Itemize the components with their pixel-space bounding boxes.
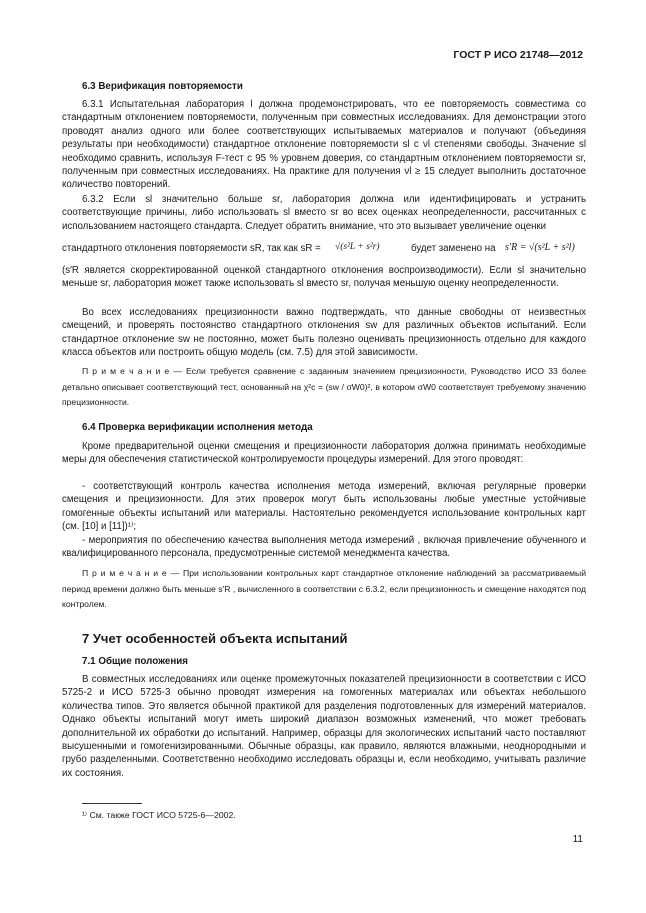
section-6-3-title: 6.3 Верификация повторяемости bbox=[82, 81, 243, 92]
section-7-title: 7 Учет особенностей объекта испытаний bbox=[82, 631, 348, 646]
paragraph-6-3-2-precision: Во всех исследованиях прецизионности важно подтверждать, что данные свободны от неизвестных смещений, и проверять постоянство стандартного отклонения sw для различных объектов испытаний. Если стандартное отклонение sw не постоянно, может быть полезно оценивать прецизионность отдельно для каждого класса объектов или построить общую модель (см. 7.5) для этой зависимости. bbox=[62, 307, 586, 359]
document-header: ГОСТ Р ИСО 21748—2012 bbox=[453, 49, 583, 61]
formula-line bbox=[62, 240, 586, 260]
paragraph-6-4-item2: - мероприятия по обеспечению качества выполнения метода измерений , включая привлечение обученного и квалифицированного персонала, предусмотренные системой менеджмента качества. bbox=[62, 535, 586, 560]
note-6-4: П р и м е ч а н и е — При использовании контрольных карт стандартное отклонение наблюдений за рассматриваемый период времени должно быть меньше s′R , вычисленного в соответствии с 6.3.2, если прецизионность и смещение находятся под контролем. bbox=[62, 568, 586, 609]
formula-sR: √(s²L + s²r) bbox=[335, 242, 380, 252]
footnote-separator bbox=[82, 803, 142, 804]
section-7-1-title: 7.1 Общие положения bbox=[82, 656, 189, 667]
paragraph-7-1: В совместных исследованиях или оценке промежуточных показателей прецизионности в соответствии с ИСО 5725-2 и ИСО 5725-3 обычно проводят измерения на гомогенных материалах или объектах небольшого количества типов. Это является обычной практикой для разделения подготовленных для измерений материалов. Однако объекты испытаний могут иметь широкий диапазон возможных изменений, что может требовать дополнительной их обработки до испытаний. Например, образцы для экологических испытаний часто поставляют высушенными и гомогенизированными. Обычные образцы, как правило, являются влажными, неоднородными и грубо разделенными. Соответственно необходимо исследовать образцы и, если необходимо, учитывать различие их состояния. bbox=[62, 674, 586, 779]
footnote: ¹⁾ См. также ГОСТ ИСО 5725-6—2002. bbox=[82, 810, 236, 820]
paragraph-6-4-intro: Кроме предварительной оценки смещения и прецизионности лаборатория должна принимать необходимые меры для обеспечения статистической контролируемости процедуры измерений. Для этого проводят: bbox=[62, 441, 586, 466]
section-6-4-title: 6.4 Проверка верификации исполнения метода bbox=[82, 422, 313, 433]
formula-s-prime-R: s′R = √(s²L + s²l) bbox=[505, 242, 575, 253]
note-6-3: П р и м е ч а н и е — Если требуется сравнение с заданным значением прецизионности, Руководство ИСО 33 более детально описывает соответствующий тест, основанный на χ²c = (sw / σW0)², в котором σW0 соответствует требуемому значению прецизионности. bbox=[62, 366, 586, 407]
paragraph-6-3-2-cont: (s′R является скорректированной оценкой стандартного отклонения воспроизводимости). Если sl значительно меньше sr, лаборатория может также использовать sl вместо sr, получая меньшую оценку неопределенности. bbox=[62, 265, 586, 290]
paragraph-6-3-2: 6.3.2 Если sl значительно больше sr, лаборатория должна или идентифицировать и устранить соответствующие причины, либо использовать sl вместо sr во всех оценках неопределенности, рассчитанных с использованием настоящего стандарта. Следует обратить внимание, что это вызывает увеличение оценки bbox=[62, 194, 586, 232]
paragraph-6-4-item1: - соответствующий контроль качества исполнения метода измерений, включая регулярные проверки смещения и прецизионности. Для этих проверок могут быть использованы любые уместные устойчивые гомогенные объекты испытаний или материалы. Настоятельно рекомендуется использование контрольных карт (см. [10] и [11])¹⁾; bbox=[62, 481, 586, 533]
formula-line-text-mid: будет заменено на bbox=[411, 243, 496, 254]
paragraph-6-3-1: 6.3.1 Испытательная лаборатория l должна продемонстрировать, что ее повторяемость совместима со стандартным отклонением повторяемости, полученным при совместных исследованиях. Для демонстрации этого проводят анализ одного или более соответствующих испытываемых материалов и получают (объединяя результаты при необходимости) стандартное отклонение повторяемости sl с νl степенями свободы. Значение sl необходимо сравнить, используя F-тест с 95 % уровнем доверия, со стандартным отклонением повторяемости sr, полученным при совместных исследованиях. На практике для получения νl ≥ 15 следует выполнить достаточное количество повторений. bbox=[62, 99, 586, 191]
page-number: 11 bbox=[572, 834, 583, 845]
formula-line-text-left: стандартного отклонения повторяемости sR, так как sR = bbox=[62, 243, 321, 254]
